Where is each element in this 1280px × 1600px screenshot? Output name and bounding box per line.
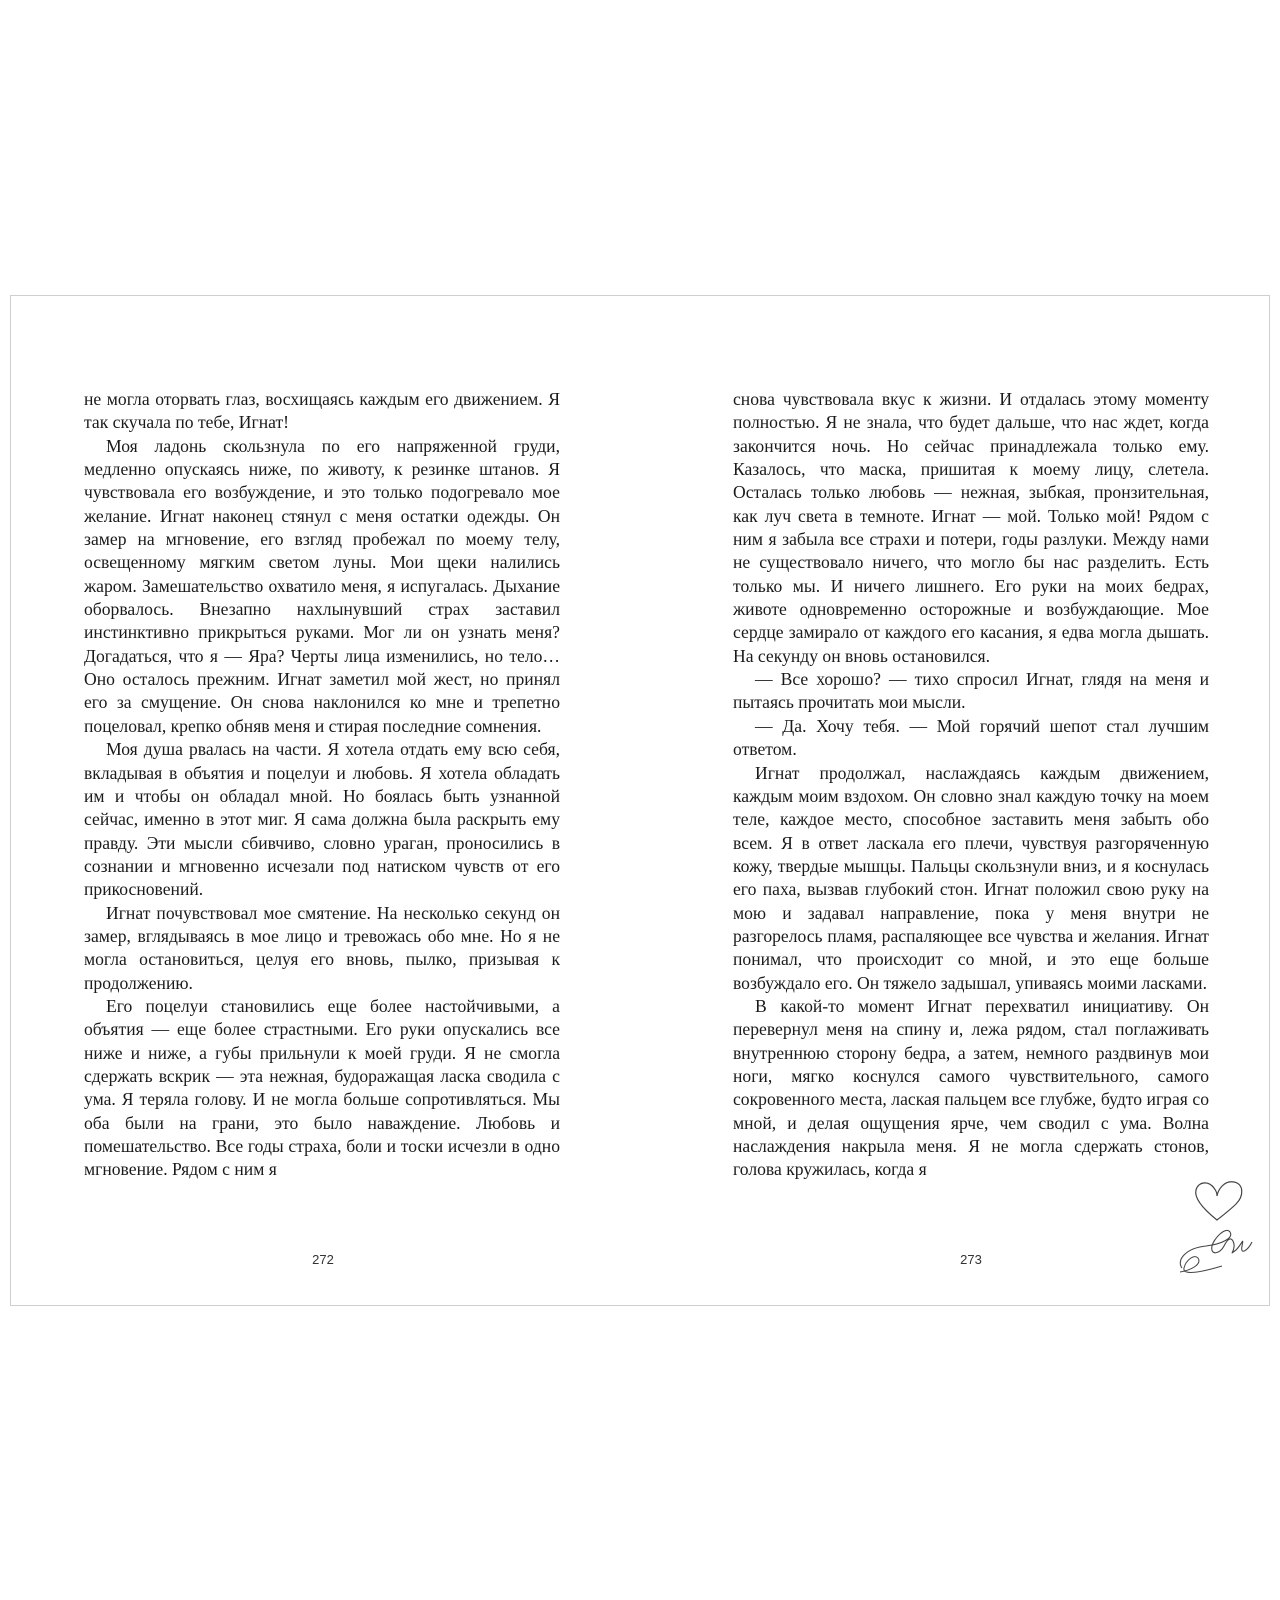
paragraph: Его поцелуи становились еще более настойчивыми, а объятия — еще более страстными. Его руки опускались все ниже и ниже, а губы прильнули к моей груди. Я не смогла сдержать вскрик — эта нежная, будоражащая ласка сводила с ума. Я теряла голову. И не могла больше сопротивляться. Мы оба были на грани, это было наваждение. Любовь и помешательство. Все годы страха, боли и тоски исчезли в одно мгновение. Рядом с ним я: [84, 995, 560, 1180]
paragraph: Игнат продолжал, наслаждаясь каждым движением, каждым моим вздохом. Он словно знал каждую точку на моем теле, каждое место, способное заставить меня забыть обо всем. Я в ответ ласкала его плечи, чувствуя разгоряченную кожу, твердые мышцы. Пальцы скользнули вниз, и я коснулась его паха, вызвав глубокий стон. Игнат положил свою руку на мою и задавал направление, пока у меня внутри не разгорелось пламя, распаляющее все чувства и желания. Игнат понимал, что происходит со мной, и это еще больше возбуждало его. Он тяжело задышал, упиваясь моими ласками.: [733, 762, 1209, 993]
heart-signature-icon: [1172, 1176, 1262, 1286]
paragraph: Моя ладонь скользнула по его напряженной груди, медленно опускаясь ниже, по животу, к резинке штанов. Я чувствовала его возбуждение, и это только подогревало мое желание. Игнат наконец стянул с меня остатки одежды. Он замер на мгновение, его взгляд пробежал по моему телу, освещенному мягким светом луны. Мои щеки налились жаром. Замешательство охватило меня, я испугалась. Дыхание оборвалось. Внезапно нахлынувший страх заставил инстинктивно прикрыться руками. Мог ли он узнать меня? Догадаться, что я — Яра? Черты лица изменились, но тело… Оно осталось прежним. Игнат заметил мой жест, но принял его за смущение. Он снова наклонился ко мне и трепетно поцеловал, крепко обняв меня и стирая последние сомнения.: [84, 435, 560, 736]
page-number-left: 272: [312, 1252, 334, 1267]
right-page-text: [733, 388, 1209, 1182]
paragraph: — Все хорошо? — тихо спросил Игнат, глядя на меня и пытаясь прочитать мои мысли.: [733, 669, 1209, 713]
paragraph: — Да. Хочу тебя. — Мой горячий шепот стал лучшим ответом.: [733, 715, 1209, 760]
page-number-right: 273: [960, 1252, 982, 1267]
paragraph: снова чувствовала вкус к жизни. И отдалась этому моменту полностью. Я не знала, что будет дальше, что нас ждет, когда закончится ночь. Но сейчас принадлежала только ему. Казалось, что маска, пришитая к моему лицу, слетела. Осталась только любовь — нежная, зыбкая, пронзительная, как луч света в темноте. Игнат — мой. Только мой! Рядом с ним я забыла все страхи и потери, годы разлуки. Между нами не существовало ничего, что могло бы нас разделить. Есть только мы. И ничего лишнего. Его руки на моих бедрах, животе одновременно осторожные и возбуждающие. Мое сердце замирало от каждого его касания, я едва могла дышать. На секунду он вновь остановился.: [733, 389, 1209, 666]
paragraph: Игнат почувствовал мое смятение. На несколько секунд он замер, вглядываясь в мое лицо и тревожась обо мне. Но я не могла остановиться, целуя его вновь, пылко, призывая к продолжению.: [84, 902, 560, 993]
paragraph: не могла оторвать глаз, восхищаясь каждым его движением. Я так скучала по тебе, Игнат!: [84, 389, 560, 433]
paragraph: В какой-то момент Игнат перехватил инициативу. Он перевернул меня на спину и, лежа рядом, стал поглаживать внутреннюю сторону бедра, а затем, немного раздвинув мои ноги, мягко коснулся самого чувствительного, самого сокровенного места, лаская пальцем все глубже, будто играя со мной, и делая ощущения ярче, чем сводил с ума. Волна наслаждения накрыла меня. Я не могла сдержать стонов, голова кружилась, когда я: [733, 995, 1209, 1180]
paragraph: Моя душа рвалась на части. Я хотела отдать ему всю себя, вкладывая в объятия и поцелуи и любовь. Я хотела обладать им и чтобы он обладал мной. Но боялась быть узнанной сейчас, именно в этот миг. Я сама должна была раскрыть ему правду. Эти мысли сбивчиво, словно ураган, проносились в сознании и мгновенно исчезали под натиском чувств от его прикосновений.: [84, 739, 560, 900]
right-page: [641, 296, 1271, 1305]
left-page-text: [84, 388, 560, 1182]
book-spread: [10, 295, 1270, 1306]
left-page: [11, 296, 641, 1305]
